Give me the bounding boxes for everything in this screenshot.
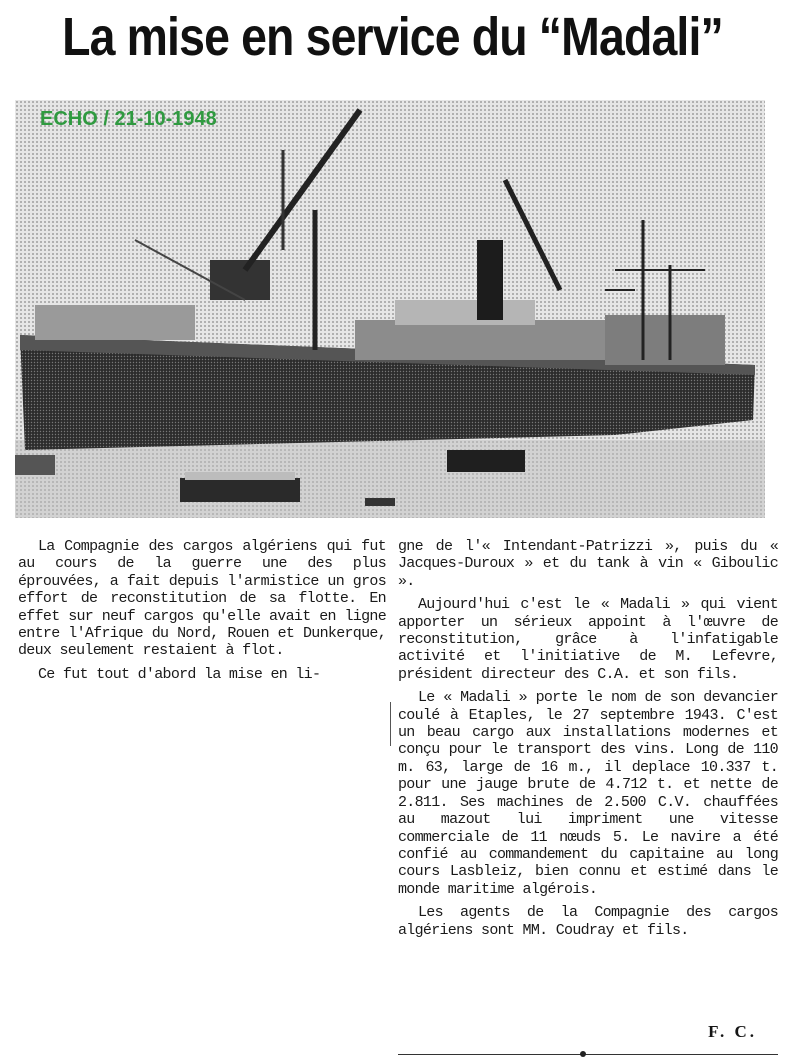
paragraph: Ce fut tout d'abord la mise en li- <box>38 665 321 683</box>
article-right-column <box>398 538 778 945</box>
paragraph: gne de l'« Intendant-Patrizzi », puis du « Jacques-Duroux » et du tank à vin « Giboulic ». <box>398 538 778 590</box>
rule-dot <box>580 1051 586 1057</box>
ship-photo <box>15 100 765 518</box>
paragraph: Les agents de la Compagnie des cargos algériens sont MM. Coudray et fils. <box>398 904 778 939</box>
paragraph: Aujourd'hui c'est le « Madali » qui vient apporter un sérieux appoint à l'œuvre de reconstitution, grâce à l'infatigable activité et l'initiative de M. Lefevre, président directeur des C.A. et son fils. <box>398 596 778 683</box>
paragraph: La Compagnie des cargos algériens qui fut au cours de la guerre une des plus éprouvées, a fait depuis l'armistice un gros effort de reconstitution de sa flotte. En effet sur neuf cargos qu'elle avait en ligne entre l'Afrique du Nord, Rouen et Dunkerque, deux seulement restaient à flot. <box>18 538 386 660</box>
headline: La mise en service du “Madali” <box>62 7 723 67</box>
column-divider <box>390 702 391 746</box>
paragraph: Le « Madali » porte le nom de son devancier coulé à Etaples, le 27 septembre 1943. C'est un beau cargo aux installations modernes et conçu pour le transport des vins. Long de 110 m. 63, large de 16 m., il deplace 10.337 t. pour une jauge brute de 4.712 t. et nette de 2.811. Ses machines de 2.500 C.V. chauffées au mazout lui impriment une vitesse commerciale de 11 nœuds 5. Le navire a été confié au commandement du capitaine au long cours Lasbleiz, bien connu et estimé dans le monde maritime algérois. <box>398 689 778 898</box>
echo-date-stamp: ECHO / 21-10-1948 <box>40 108 217 130</box>
bottom-rule <box>398 1054 778 1055</box>
author-signature: F. C. <box>708 1022 757 1041</box>
article-left-column <box>18 538 386 689</box>
